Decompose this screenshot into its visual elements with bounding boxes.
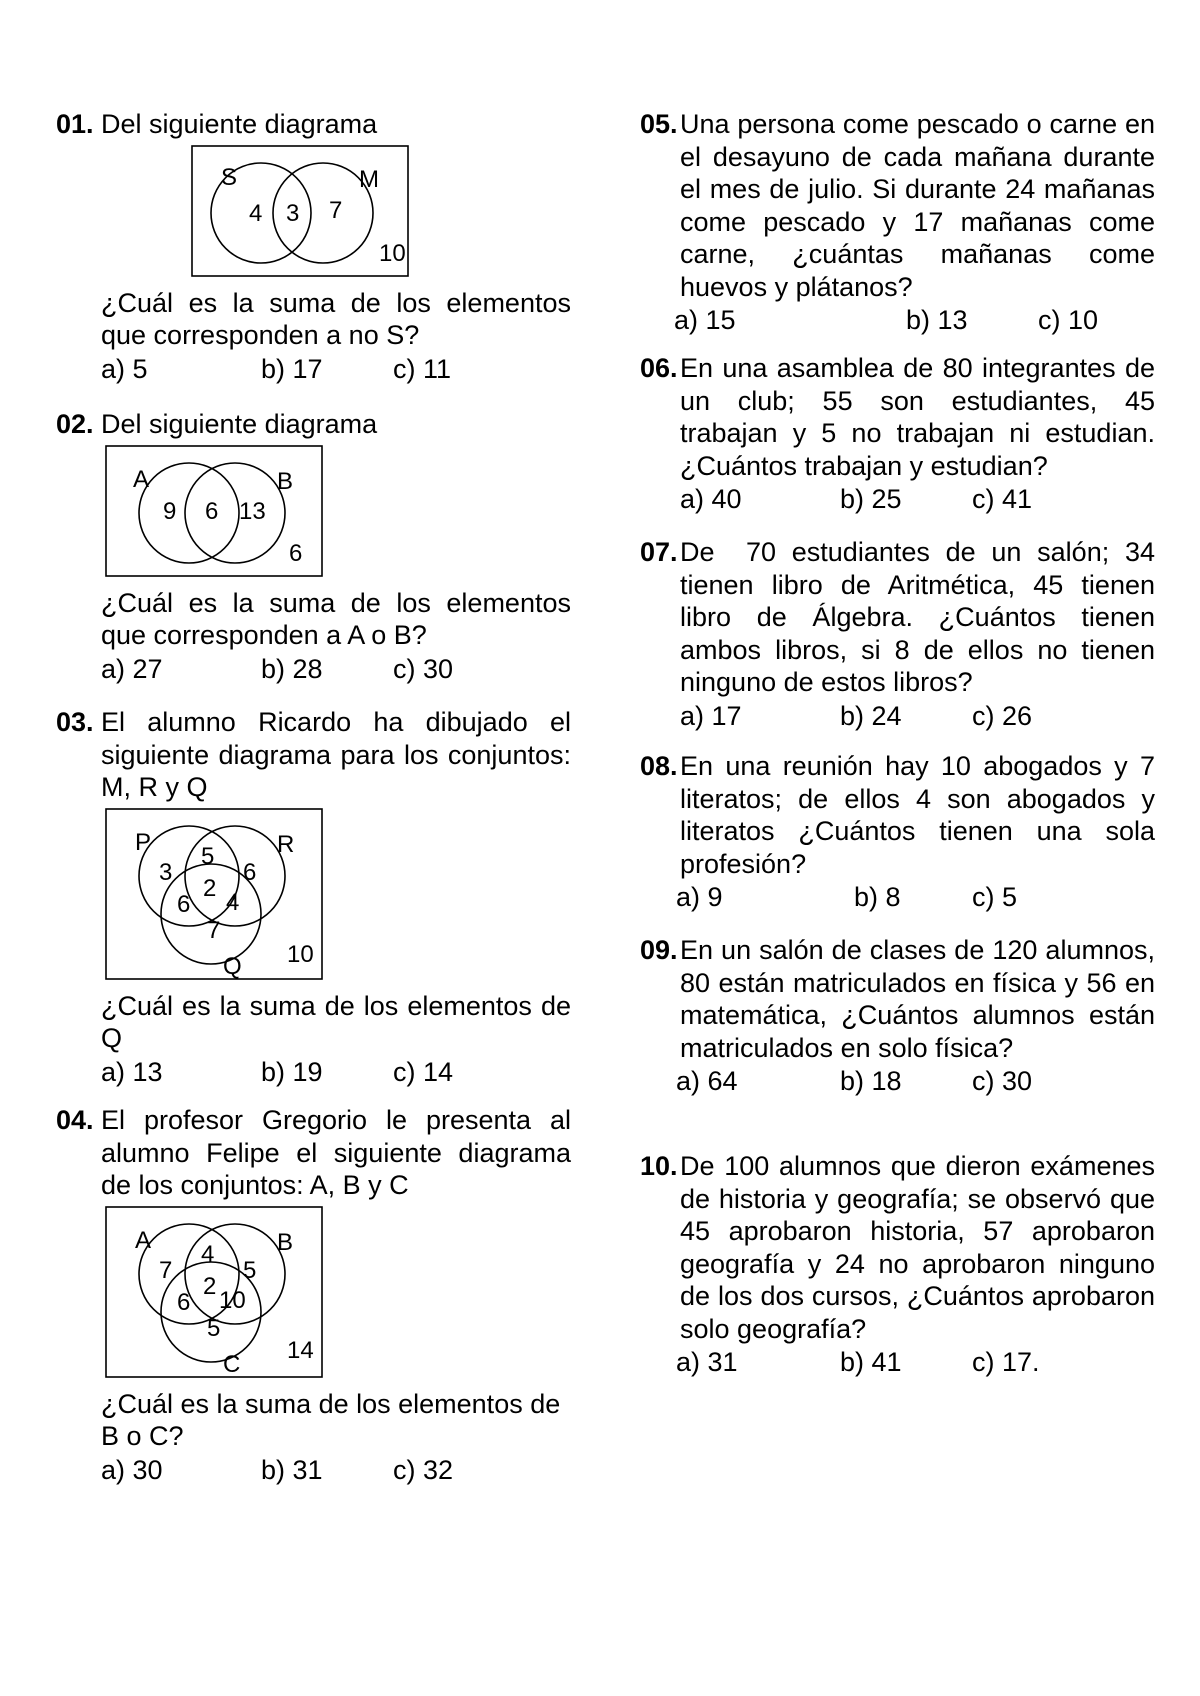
answer-options (676, 1346, 1155, 1379)
option-a[interactable]: a) 17 (680, 700, 742, 731)
question-text: ¿Cuál es la suma de los elementos que corresponden a no S? (101, 287, 571, 350)
option-a[interactable]: a) 64 (676, 1066, 738, 1096)
set-label: B (277, 1228, 294, 1256)
question-stem: El profesor Gregorio le presenta al alumno Felipe el siguiente diagrama de los conjuntos: A, B y C (101, 1105, 571, 1200)
region-value: 3 (286, 199, 300, 227)
answer-options (676, 881, 1155, 914)
outside-value: 10 (379, 239, 406, 267)
question-number: 10. (640, 1151, 678, 1181)
region-value: 6 (205, 497, 219, 525)
question-06 (640, 352, 1155, 536)
region-value: 5 (207, 1314, 221, 1342)
venn-diagram-2-sets (191, 145, 411, 279)
question-text: Una persona come pescado o carne en el desayuno de cada mañana durante el mes de julio. Si durante 24 mañanas come pescado y 17 mañanas come carne, ¿cuántas mañanas come huevos y plátanos? (680, 109, 1155, 302)
question-text: De 100 alumnos que dieron exámenes de historia y geografía; se observó que 45 aprobaron historia, 57 aprobaron geografía y 24 no aprobaron ninguno de los dos cursos, ¿Cuántos aprobaron solo geografía? (680, 1151, 1155, 1344)
region-value: 4 (201, 1240, 215, 1268)
option-a[interactable]: a) 40 (680, 484, 742, 514)
option-a[interactable]: a) 9 (676, 882, 723, 912)
question-07 (640, 536, 1163, 750)
region-value: 7 (207, 916, 221, 944)
question-09 (640, 934, 1155, 1150)
option-a[interactable]: a) 15 (674, 305, 736, 335)
question-text: ¿Cuál es la suma de los elementos de B o C? (101, 1388, 561, 1451)
option-b[interactable]: b) 28 (261, 653, 323, 684)
option-a[interactable]: a) 31 (676, 1347, 738, 1377)
answer-options (101, 1454, 571, 1487)
option-c[interactable]: c) 30 (393, 653, 454, 684)
region-value: 2 (203, 874, 217, 902)
question-number: 08. (640, 751, 678, 781)
option-c[interactable]: c) 17. (972, 1347, 1040, 1377)
answer-options (674, 304, 1155, 337)
question-03 (56, 706, 571, 1104)
set-label: M (359, 165, 379, 193)
answer-options (680, 700, 1155, 733)
question-04 (56, 1104, 571, 1487)
region-value: 7 (159, 1256, 173, 1284)
region-value: 7 (329, 196, 343, 224)
option-b[interactable]: b) 8 (854, 882, 901, 912)
option-c[interactable]: c) 30 (972, 1066, 1033, 1096)
question-number: 09. (640, 935, 678, 965)
question-number: 03. (56, 707, 94, 737)
set-label: P (135, 828, 152, 856)
set-label: Q (223, 952, 242, 980)
region-value: 3 (159, 858, 173, 886)
option-a[interactable]: a) 27 (101, 653, 163, 684)
question-text: En un salón de clases de 120 alumnos, 80 están matriculados en física y 56 en matemática, ¿Cuántos alumnos están matriculados en solo física? (680, 935, 1155, 1063)
region-value: 6 (243, 858, 257, 886)
option-b[interactable]: b) 17 (261, 353, 323, 384)
question-number: 04. (56, 1105, 94, 1135)
option-a[interactable]: a) 30 (101, 1454, 163, 1485)
option-c[interactable]: c) 11 (393, 353, 452, 384)
question-text: ¿Cuál es la suma de los elementos que corresponden a A o B? (101, 587, 571, 650)
question-text: De 70 estudiantes de un salón; 34 tienen libro de Aritmética, 45 tienen libro de Álgebra. ¿Cuántos tienen ambos libros, si 8 de ellos no tienen ninguno de estos libros? (680, 537, 1163, 697)
venn-diagram-2-sets (105, 445, 325, 579)
option-c[interactable]: c) 10 (1038, 305, 1099, 335)
question-08 (640, 750, 1155, 934)
question-stem: Del siguiente diagrama (101, 109, 378, 139)
region-value: 10 (219, 1286, 246, 1314)
question-text: En una reunión hay 10 abogados y 7 literatos; de ellos 4 son abogados y literatos ¿Cuántos tienen una sola profesión? (680, 751, 1155, 879)
region-value: 2 (203, 1272, 217, 1300)
option-b[interactable]: b) 19 (261, 1056, 323, 1087)
set-label: S (221, 163, 238, 191)
region-value: 4 (226, 888, 240, 916)
region-value: 13 (239, 497, 266, 525)
question-05 (640, 108, 1155, 352)
question-text: En una asamblea de 80 integrantes de un club; 55 son estudiantes, 45 trabajan y 5 no trabajan ni estudian. ¿Cuántos trabajan y estudian? (680, 353, 1155, 481)
left-column (56, 108, 571, 1487)
question-stem: Del siguiente diagrama (101, 409, 378, 439)
question-number: 05. (640, 109, 678, 139)
region-value: 6 (177, 1288, 191, 1316)
question-number: 06. (640, 353, 678, 383)
region-value: 6 (177, 890, 191, 918)
right-column (640, 108, 1163, 1379)
outside-value: 10 (287, 940, 314, 968)
option-c[interactable]: c) 14 (393, 1056, 454, 1087)
option-b[interactable]: b) 41 (840, 1347, 902, 1377)
region-value: 9 (163, 497, 177, 525)
answer-options (676, 1065, 1155, 1098)
option-b[interactable]: b) 24 (840, 700, 902, 731)
option-c[interactable]: c) 5 (972, 882, 1018, 912)
answer-options (101, 1056, 571, 1089)
question-text: ¿Cuál es la suma de los elementos de Q (101, 990, 571, 1053)
outside-value: 14 (287, 1336, 314, 1364)
question-01 (56, 108, 571, 408)
option-c[interactable]: c) 41 (972, 484, 1033, 514)
question-02 (56, 408, 571, 706)
set-circle-a (139, 463, 239, 563)
question-10 (640, 1150, 1155, 1379)
option-c[interactable]: c) 26 (972, 700, 1033, 731)
option-a[interactable]: a) 5 (101, 353, 148, 384)
set-label: A (133, 465, 150, 493)
answer-options (680, 483, 1155, 516)
option-c[interactable]: c) 32 (393, 1454, 454, 1485)
option-a[interactable]: a) 13 (101, 1056, 163, 1087)
answer-options (101, 353, 571, 386)
set-label: C (223, 1350, 241, 1378)
option-b[interactable]: b) 18 (840, 1066, 902, 1096)
option-b[interactable]: b) 25 (840, 484, 902, 514)
option-b[interactable]: b) 31 (261, 1454, 323, 1485)
venn-diagram-3-sets (105, 1206, 325, 1380)
outside-value: 6 (289, 539, 303, 567)
question-number: 01. (56, 109, 94, 139)
set-label: R (277, 830, 295, 858)
region-value: 4 (249, 199, 263, 227)
option-b[interactable]: b) 13 (906, 305, 968, 335)
question-stem: El alumno Ricardo ha dibujado el siguiente diagrama para los conjuntos: M, R y Q (101, 707, 571, 802)
set-label: A (135, 1226, 152, 1254)
venn-diagram-3-sets (105, 808, 325, 982)
set-label: B (277, 467, 294, 495)
question-number: 07. (640, 537, 678, 567)
region-value: 5 (243, 1256, 257, 1284)
question-number: 02. (56, 409, 94, 439)
set-circle-b (185, 463, 285, 563)
answer-options (101, 653, 571, 686)
region-value: 5 (201, 842, 215, 870)
